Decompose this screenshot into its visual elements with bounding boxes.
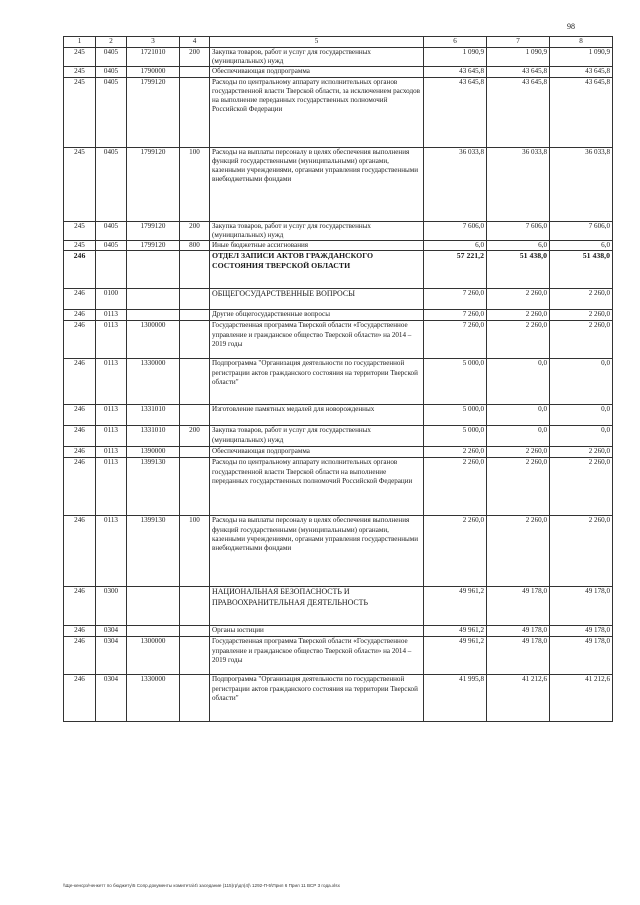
col-amount-year3: 51 438,0: [550, 251, 613, 289]
col-ved-code: 246: [64, 516, 96, 587]
col-ved-code: 245: [64, 67, 96, 78]
table-row: [64, 289, 613, 310]
col-expense-type: [180, 310, 210, 321]
col-amount-year2: 2 260,0: [487, 458, 550, 516]
col-target-code: 1330000: [127, 359, 180, 405]
col-section-code: 0300: [96, 587, 127, 626]
col-amount-year3: 7 606,0: [550, 222, 613, 241]
col-section-code: 0113: [96, 321, 127, 359]
col-amount-year3: 1 090,9: [550, 48, 613, 67]
col-section-code: 0304: [96, 626, 127, 637]
col-section-code: 0113: [96, 516, 127, 587]
col-expense-type: [180, 405, 210, 426]
col-target-code: 1300000: [127, 637, 180, 675]
col-description: Закупка товаров, работ и услуг для государственных (муниципальных) нужд: [210, 48, 424, 67]
col-ved-code: 246: [64, 637, 96, 675]
col-description: Подпрограмма "Организация деятельности по государственной регистрации актов гражданского состояния на территории Тверской области": [210, 675, 424, 722]
col-amount-year1: 57 221,2: [424, 251, 487, 289]
col-amount-year3: 0,0: [550, 405, 613, 426]
col-ved-code: 246: [64, 405, 96, 426]
col-amount-year3: 2 260,0: [550, 447, 613, 458]
col-target-code: 1799120: [127, 78, 180, 148]
budget-table: [63, 36, 613, 722]
col-section-code: 0304: [96, 637, 127, 675]
table-row: [64, 148, 613, 222]
col-description: Расходы на выплаты персоналу в целях обеспечения выполнения функций государственными (муниципальными) органами, казенными учреждениями, органами управления государственными внебюджетными фондами: [210, 148, 424, 222]
col-amount-year1: 2 260,0: [424, 516, 487, 587]
col-target-code: 1399130: [127, 516, 180, 587]
col-section-code: 0405: [96, 241, 127, 251]
col-target-code: 1799120: [127, 148, 180, 222]
col-section-code: 0113: [96, 458, 127, 516]
col-amount-year2: 49 178,0: [487, 626, 550, 637]
col-amount-year2: 0,0: [487, 359, 550, 405]
col-amount-year2: 49 178,0: [487, 637, 550, 675]
col-section-code: 0100: [96, 289, 127, 310]
col-target-code: [127, 626, 180, 637]
col-section-code: 0304: [96, 675, 127, 722]
col-amount-year3: 2 260,0: [550, 458, 613, 516]
col-expense-type: 800: [180, 241, 210, 251]
table-row: [64, 637, 613, 675]
table-row: [64, 626, 613, 637]
col-target-code: 1399130: [127, 458, 180, 516]
col-amount-year3: 49 178,0: [550, 587, 613, 626]
table-row: [64, 222, 613, 241]
col-expense-type: [180, 458, 210, 516]
col-amount-year1: 43 645,8: [424, 78, 487, 148]
col-amount-year1: 5 000,0: [424, 359, 487, 405]
col-amount-year3: 0,0: [550, 426, 613, 447]
col-amount-year1: 5 000,0: [424, 426, 487, 447]
col-description: Расходы на выплаты персоналу в целях обеспечения выполнения функций государственными (муниципальными) органами, казенными учреждениями, органами управления государственными внебюджетными фондами: [210, 516, 424, 587]
col-description: ОТДЕЛ ЗАПИСИ АКТОВ ГРАЖДАНСКОГО СОСТОЯНИЯ ТВЕРСКОЙ ОБЛАСТИ: [210, 251, 424, 289]
col-amount-year1: 49 961,2: [424, 626, 487, 637]
col-target-code: 1330000: [127, 675, 180, 722]
col-description: Расходы по центральному аппарату исполнительных органов государственной власти Тверской области, за исключением расходов на выполнение переданных государственных полномочий Российской Федерации: [210, 78, 424, 148]
col-amount-year3: 2 260,0: [550, 310, 613, 321]
col-description: Государственная программа Тверской области «Государственное управление и гражданское общество Тверской области» на 2014 – 2019 годы: [210, 637, 424, 675]
table-row: [64, 426, 613, 447]
col-ved-code: 246: [64, 447, 96, 458]
col-amount-year3: 6,0: [550, 241, 613, 251]
col-description: ОБЩЕГОСУДАРСТВЕННЫЕ ВОПРОСЫ: [210, 289, 424, 310]
header-cell: 6: [424, 37, 487, 48]
col-expense-type: [180, 637, 210, 675]
header-cell: 3: [127, 37, 180, 48]
col-amount-year1: 1 090,9: [424, 48, 487, 67]
header-cell: 4: [180, 37, 210, 48]
col-ved-code: 246: [64, 321, 96, 359]
col-amount-year3: 41 212,6: [550, 675, 613, 722]
col-amount-year2: 36 033,8: [487, 148, 550, 222]
col-amount-year2: 2 260,0: [487, 516, 550, 587]
col-amount-year2: 43 645,8: [487, 67, 550, 78]
col-amount-year1: 5 000,0: [424, 405, 487, 426]
col-ved-code: 245: [64, 78, 96, 148]
col-target-code: 1331010: [127, 405, 180, 426]
col-section-code: 0405: [96, 78, 127, 148]
col-target-code: [127, 251, 180, 289]
col-description: Закупка товаров, работ и услуг для государственных (муниципальных) нужд: [210, 426, 424, 447]
col-section-code: 0113: [96, 359, 127, 405]
col-amount-year3: 2 260,0: [550, 289, 613, 310]
col-ved-code: 246: [64, 587, 96, 626]
col-amount-year3: 43 645,8: [550, 67, 613, 78]
header-cell: 1: [64, 37, 96, 48]
col-amount-year1: 43 645,8: [424, 67, 487, 78]
col-amount-year2: 1 090,9: [487, 48, 550, 67]
col-amount-year1: 36 033,8: [424, 148, 487, 222]
col-ved-code: 246: [64, 426, 96, 447]
col-section-code: 0405: [96, 222, 127, 241]
col-target-code: 1390000: [127, 447, 180, 458]
col-description: Закупка товаров, работ и услуг для государственных (муниципальных) нужд: [210, 222, 424, 241]
col-target-code: [127, 587, 180, 626]
col-target-code: 1300000: [127, 321, 180, 359]
col-section-code: 0405: [96, 148, 127, 222]
table-row: [64, 447, 613, 458]
col-section-code: 0113: [96, 426, 127, 447]
col-ved-code: 246: [64, 310, 96, 321]
col-description: Изготовление памятных медалей для новорожденных: [210, 405, 424, 426]
col-amount-year2: 6,0: [487, 241, 550, 251]
col-expense-type: 200: [180, 48, 210, 67]
col-amount-year1: 2 260,0: [424, 447, 487, 458]
page-number: 98: [567, 22, 575, 31]
col-ved-code: 246: [64, 675, 96, 722]
col-amount-year3: 2 260,0: [550, 516, 613, 587]
col-amount-year1: 7 606,0: [424, 222, 487, 241]
col-amount-year3: 49 178,0: [550, 637, 613, 675]
table-row: [64, 78, 613, 148]
col-section-code: 0113: [96, 310, 127, 321]
col-amount-year3: 0,0: [550, 359, 613, 405]
col-target-code: 1799120: [127, 222, 180, 241]
table-row: [64, 458, 613, 516]
col-expense-type: [180, 289, 210, 310]
col-expense-type: [180, 67, 210, 78]
col-amount-year2: 0,0: [487, 426, 550, 447]
col-amount-year3: 43 645,8: [550, 78, 613, 148]
table-row: [64, 310, 613, 321]
col-expense-type: [180, 447, 210, 458]
col-ved-code: 246: [64, 458, 96, 516]
col-description: Обеспечивающая подпрограмма: [210, 447, 424, 458]
col-expense-type: [180, 626, 210, 637]
col-target-code: 1331010: [127, 426, 180, 447]
col-amount-year3: 2 260,0: [550, 321, 613, 359]
col-description: Органы юстиции: [210, 626, 424, 637]
col-amount-year1: 2 260,0: [424, 458, 487, 516]
col-amount-year1: 7 260,0: [424, 289, 487, 310]
col-target-code: [127, 289, 180, 310]
header-cell: 7: [487, 37, 550, 48]
col-amount-year3: 49 178,0: [550, 626, 613, 637]
col-description: Обеспечивающая подпрограмма: [210, 67, 424, 78]
col-amount-year2: 2 260,0: [487, 289, 550, 310]
col-amount-year2: 51 438,0: [487, 251, 550, 289]
header-cell: 5: [210, 37, 424, 48]
table-row: [64, 67, 613, 78]
col-amount-year2: 2 260,0: [487, 321, 550, 359]
col-expense-type: [180, 78, 210, 148]
col-description: Расходы по центральному аппарату исполнительных органов государственной власти Тверской области на выполнение переданных государственных полномочий Российской Федерации: [210, 458, 424, 516]
table-row: [64, 359, 613, 405]
col-expense-type: 200: [180, 222, 210, 241]
col-amount-year2: 7 606,0: [487, 222, 550, 241]
col-expense-type: [180, 251, 210, 289]
col-ved-code: 245: [64, 222, 96, 241]
col-amount-year2: 2 260,0: [487, 447, 550, 458]
col-amount-year2: 43 645,8: [487, 78, 550, 148]
col-target-code: 1799120: [127, 241, 180, 251]
col-description: Иные бюджетные ассигнования: [210, 241, 424, 251]
col-description: Другие общегосударственные вопросы: [210, 310, 424, 321]
table-row: [64, 48, 613, 67]
col-amount-year2: 41 212,6: [487, 675, 550, 722]
table-row: [64, 516, 613, 587]
col-description: Подпрограмма "Организация деятельности по государственной регистрации актов гражданского состояния на территории Тверской области": [210, 359, 424, 405]
table-row: [64, 321, 613, 359]
col-section-code: 0113: [96, 405, 127, 426]
col-amount-year2: 49 178,0: [487, 587, 550, 626]
file-path-footer: \\Ще-кенсрз\ченкетт по бюджету\5 Сопр.документы комитета\4\ заседание (115)гр\дп(4)\ 1292-П-5\Прил 6 Прил 11 ВСР 3 года.xlsx: [63, 883, 340, 888]
col-amount-year3: 36 033,8: [550, 148, 613, 222]
col-ved-code: 245: [64, 148, 96, 222]
table-row: [64, 251, 613, 289]
col-expense-type: [180, 359, 210, 405]
col-section-code: 0113: [96, 447, 127, 458]
col-section-code: 0405: [96, 67, 127, 78]
header-cell: 8: [550, 37, 613, 48]
col-ved-code: 246: [64, 289, 96, 310]
table-row: [64, 241, 613, 251]
table-row: [64, 587, 613, 626]
table-header-row: [64, 37, 613, 48]
col-target-code: 1721010: [127, 48, 180, 67]
col-amount-year1: 41 995,8: [424, 675, 487, 722]
col-ved-code: 246: [64, 251, 96, 289]
col-ved-code: 246: [64, 359, 96, 405]
col-amount-year1: 6,0: [424, 241, 487, 251]
col-amount-year1: 7 260,0: [424, 321, 487, 359]
col-expense-type: [180, 321, 210, 359]
table-row: [64, 675, 613, 722]
col-section-code: 0405: [96, 48, 127, 67]
col-amount-year1: 49 961,2: [424, 587, 487, 626]
col-amount-year1: 7 260,0: [424, 310, 487, 321]
col-section-code: [96, 251, 127, 289]
col-amount-year2: 2 260,0: [487, 310, 550, 321]
header-cell: 2: [96, 37, 127, 48]
col-expense-type: [180, 675, 210, 722]
col-ved-code: 245: [64, 241, 96, 251]
col-expense-type: 100: [180, 516, 210, 587]
col-description: НАЦИОНАЛЬНАЯ БЕЗОПАСНОСТЬ И ПРАВООХРАНИТЕЛЬНАЯ ДЕЯТЕЛЬНОСТЬ: [210, 587, 424, 626]
col-expense-type: 200: [180, 426, 210, 447]
col-expense-type: 100: [180, 148, 210, 222]
col-amount-year2: 0,0: [487, 405, 550, 426]
col-ved-code: 246: [64, 626, 96, 637]
col-ved-code: 245: [64, 48, 96, 67]
table-row: [64, 405, 613, 426]
col-amount-year1: 49 961,2: [424, 637, 487, 675]
col-target-code: [127, 310, 180, 321]
col-expense-type: [180, 587, 210, 626]
col-description: Государственная программа Тверской области «Государственное управление и гражданское общество Тверской области» на 2014 – 2019 годы: [210, 321, 424, 359]
col-target-code: 1790000: [127, 67, 180, 78]
